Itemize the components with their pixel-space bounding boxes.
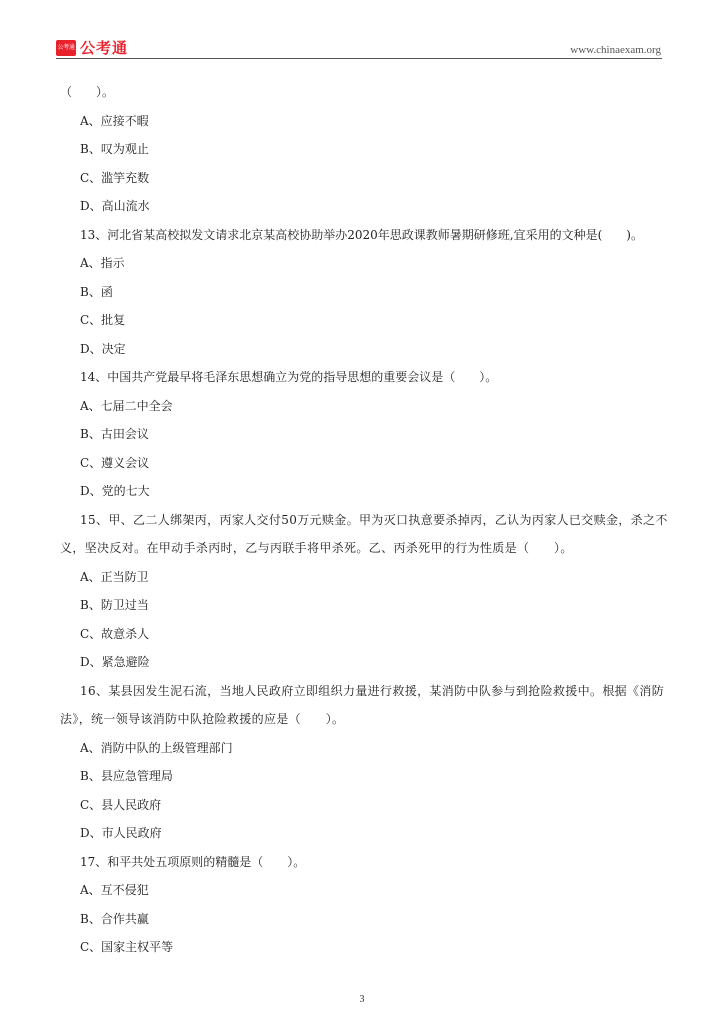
option: D、高山流水 <box>80 199 150 213</box>
site-url: www.chinaexam.org <box>570 44 661 56</box>
question-stem: 17、和平共处五项原则的精髓是（ ）。 <box>80 854 306 869</box>
previous-question-tail: （ ）。 <box>60 85 115 99</box>
option: A、指示 <box>80 256 125 270</box>
option: B、防卫过当 <box>80 598 149 612</box>
option: D、市人民政府 <box>80 826 162 840</box>
logo-badge-icon: 公考通 <box>56 40 76 56</box>
question-stem: 16、某县因发生泥石流，当地人民政府立即组织力量进行救援，某消防中队参与到抢险救援中。根据《消防法》，统一领导该消防中队抢险救援的应是（ ）。 <box>60 683 665 726</box>
option: A、互不侵犯 <box>80 883 149 897</box>
option: B、县应急管理局 <box>80 769 173 783</box>
option: A、消防中队的上级管理部门 <box>80 740 233 755</box>
question-stem: 13、河北省某高校拟发文请求北京某高校协助举办2020年思政课教师暑期研修班,宜采用的文种是( )。 <box>80 227 643 242</box>
option: B、叹为观止 <box>80 142 149 156</box>
page-number: 3 <box>359 994 365 1005</box>
option: C、故意杀人 <box>80 626 150 641</box>
option: A、七届二中全会 <box>80 398 173 413</box>
option: B、合作共赢 <box>80 911 149 926</box>
option: B、函 <box>80 284 113 299</box>
option: D、决定 <box>80 341 126 356</box>
logo-text: 公考通 <box>80 39 129 57</box>
option: C、遵义会议 <box>80 455 150 470</box>
header-divider <box>56 58 662 59</box>
option: A、正当防卫 <box>80 569 149 584</box>
option: A、应接不暇 <box>80 113 149 128</box>
page-header <box>0 0 724 60</box>
option: B、古田会议 <box>80 427 149 441</box>
option: C、国家主权平等 <box>80 940 174 954</box>
question-stem: 15、甲、乙二人绑架丙，丙家人交付50万元赎金。甲为灭口执意要杀掉丙，乙认为丙家人已交赎金，杀之不义，坚决反对。在甲动手杀丙时，乙与丙联手将甲杀死。乙、丙杀死甲的行为性质是（ ）。 <box>60 512 668 555</box>
option: C、滥竽充数 <box>80 170 150 185</box>
option: D、党的七大 <box>80 484 150 498</box>
option: D、紧急避险 <box>80 655 150 669</box>
document-body <box>60 78 670 962</box>
question-stem: 14、中国共产党最早将毛泽东思想确立为党的指导思想的重要会议是（ ）。 <box>80 370 498 384</box>
option: C、县人民政府 <box>80 797 162 812</box>
logo <box>56 37 128 58</box>
option: C、批复 <box>80 313 126 327</box>
